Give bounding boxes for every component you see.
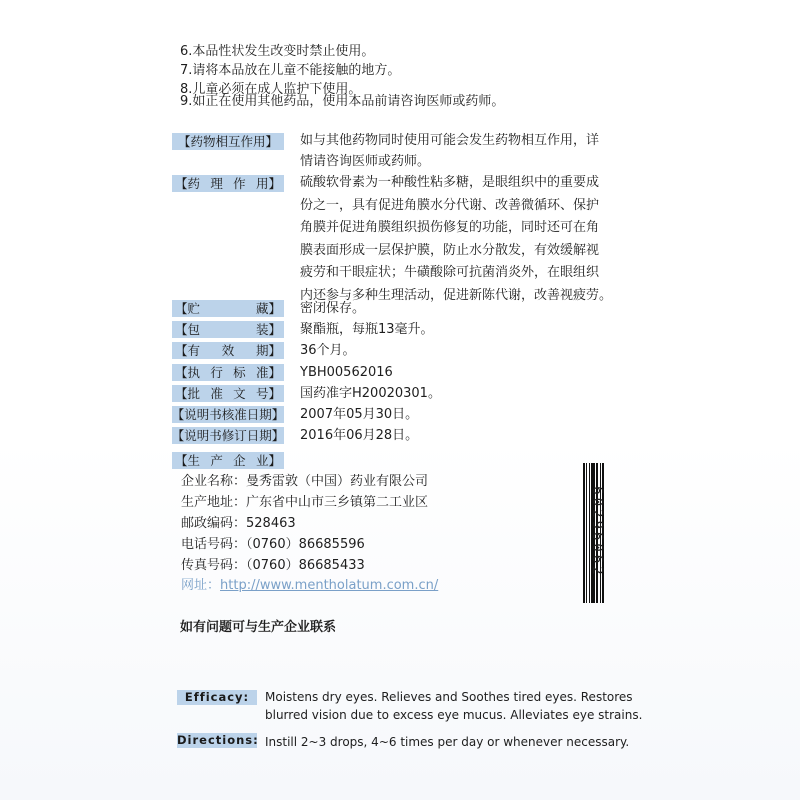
company-phone: 电话号码：（0760）86685596 — [181, 537, 365, 552]
validity-value: 36个月。 — [300, 343, 356, 358]
manufacturer-label: 【生 产 企 业】 — [172, 452, 284, 469]
package-value: 聚酯瓶，每瓶13毫升。 — [300, 322, 434, 337]
directions-label: Directions: — [177, 733, 259, 747]
revised-date-value: 2016年06月28日。 — [300, 428, 419, 443]
interaction-label: 【药物相互作用】 — [172, 133, 284, 150]
barcode-digits: 60296062 — [589, 486, 605, 578]
directions-text: Instill 2~3 drops, 4~6 times per day or whenever necessary. — [265, 735, 630, 749]
storage-label: 【贮 藏】 — [172, 300, 284, 317]
pharmacology-line-3: 角膜并促进角膜组织损伤修复的功能，同时还可在角 — [300, 220, 600, 235]
pharmacology-text — [300, 172, 620, 307]
company-address: 生产地址：广东省中山市三乡镇第二工业区 — [181, 495, 429, 510]
efficacy-label: Efficacy: — [177, 690, 257, 705]
pharmacology-line-4: 膜表面形成一层保护膜，防止水分散发，有效缓解视 — [300, 242, 600, 258]
warning-item-6: 6.本品性状发生改变时禁止使用。 — [180, 44, 375, 59]
pharmacology-label: 【药 理 作 用】 — [172, 175, 284, 192]
company-fax: 传真号码：（0760）86685433 — [181, 558, 365, 573]
warning-item-9: 9.如正在使用其他药品，使用本品前请咨询医师或药师。 — [180, 94, 505, 109]
interaction-line-1: 如与其他药物同时使用可能会发生药物相互作用，详 — [300, 133, 600, 148]
efficacy-line-2: blurred vision due to excess eye mucus. Alleviates eye strains. — [265, 708, 643, 722]
company-name: 企业名称：曼秀雷敦（中国）药业有限公司 — [181, 474, 429, 489]
standard-value: YBH00562016 — [300, 365, 393, 380]
standard-label: 【执 行 标 准】 — [172, 364, 284, 381]
pharmacology-line-1: 硫酸软骨素为一种酸性粘多糖，是眼组织中的重要成 — [300, 175, 600, 190]
company-postcode: 邮政编码：528463 — [181, 516, 296, 531]
warning-item-8: 8.儿童必须在成人监护下使用。 — [180, 82, 362, 97]
approved-date-value: 2007年05月30日。 — [300, 407, 419, 422]
pharmacology-line-2: 份之一，具有促进角膜水分代谢、改善微循环、保护 — [300, 197, 600, 213]
pharmacology-line-6: 内还参与多种生理活动，促进新陈代谢，改善视疲劳。 — [300, 287, 613, 303]
approved-date-label: 【说明书核准日期】 — [172, 407, 284, 422]
storage-value: 密闭保存。 — [300, 301, 366, 316]
interaction-line-2: 情请咨询医师或药师。 — [300, 154, 431, 169]
approval-value: 国药准字H20020301。 — [300, 386, 441, 401]
company-website: 网址：http://www.mentholatum.com.cn/ — [181, 578, 439, 593]
warning-item-7: 7.请将本品放在儿童不能接触的地方。 — [180, 63, 401, 78]
website-link[interactable]: http://www.mentholatum.com.cn/ — [220, 578, 439, 593]
package-label: 【包 装】 — [172, 321, 284, 338]
revised-date-label: 【说明书修订日期】 — [172, 428, 284, 443]
pharmacology-line-5: 疲劳和干眼症状；牛磺酸除可抗菌消炎外，在眼组织 — [300, 265, 600, 280]
contact-note: 如有问题可与生产企业联系 — [180, 620, 337, 635]
approval-label: 【批 准 文 号】 — [172, 385, 284, 402]
efficacy-line-1: Moistens dry eyes. Relieves and Soothes tired eyes. Restores — [265, 690, 633, 704]
validity-label: 【有 效 期】 — [172, 342, 284, 359]
